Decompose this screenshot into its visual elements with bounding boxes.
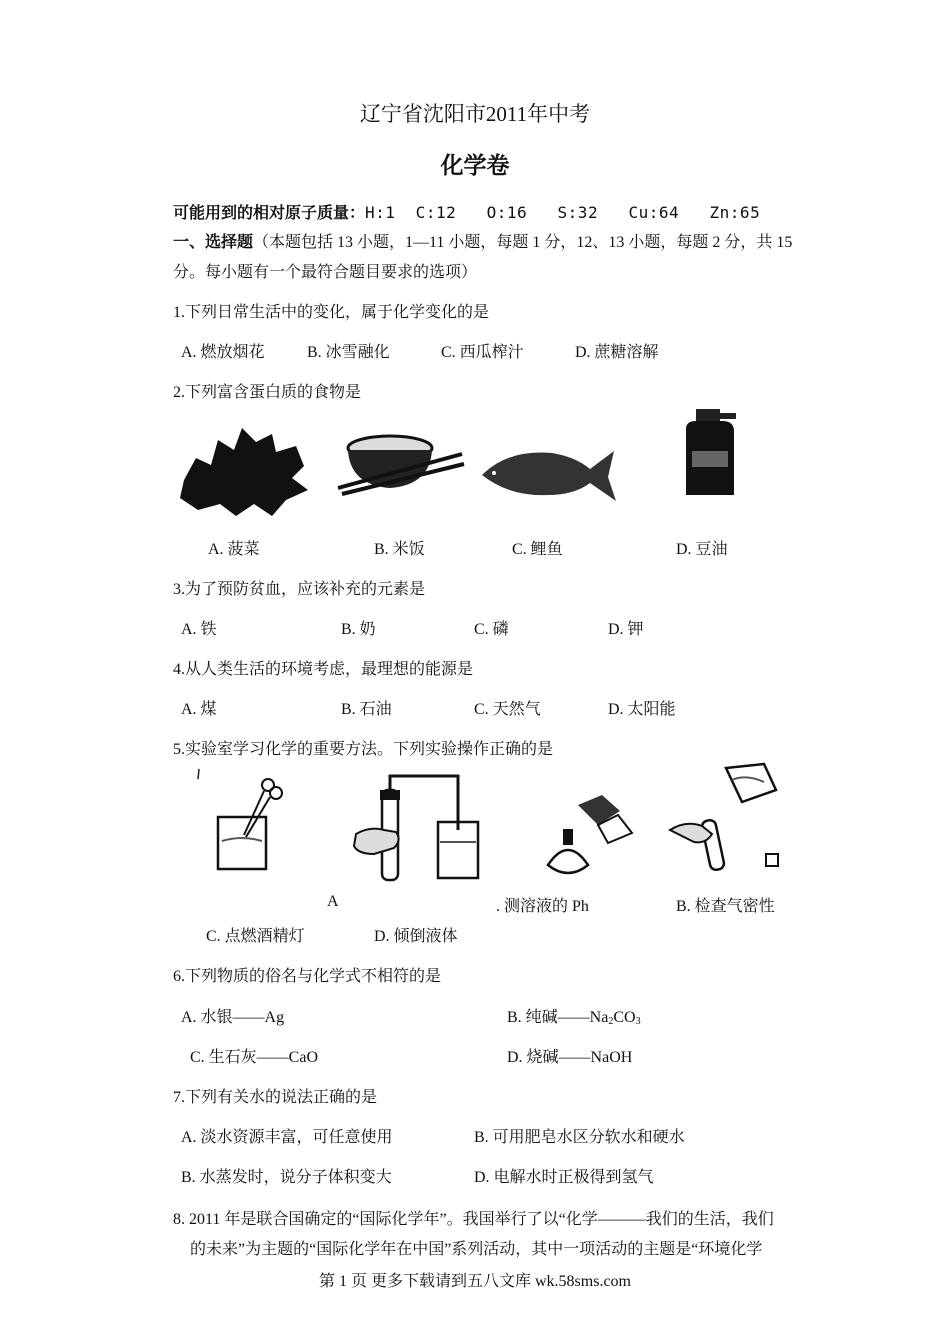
spinach-image [176, 420, 312, 520]
q2-option-b: B. 米饭 [374, 541, 425, 558]
q1-option-a: A. 燃放烟花 [181, 344, 265, 361]
q6-option-d: D. 烧碱——NaOH [507, 1049, 633, 1066]
q5-option-c: C. 点燃酒精灯 [206, 928, 305, 945]
q7-option-a: A. 淡水资源丰富，可任意使用 [181, 1129, 393, 1146]
carp-image [478, 435, 618, 505]
q7-option-d: D. 电解水时正极得到氢气 [474, 1169, 654, 1186]
section-desc-1: （本题包括 13 小题，1—11 小题，每题 1 分，12、13 小题，每题 2 分，共 15 [253, 234, 793, 251]
exam-subtitle: 化学卷 [440, 153, 510, 178]
q6-option-c: C. 生石灰——CaO [190, 1049, 319, 1066]
exam-title: 辽宁省沈阳市2011年中考 [359, 102, 591, 126]
q6-option-b-sub1: 2 [608, 1016, 614, 1027]
question-3-stem: 3.为了预防贫血，应该补充的元素是 [173, 581, 426, 598]
q2-option-d: D. 豆油 [676, 541, 728, 558]
q5-option-d: D. 倾倒液体 [374, 928, 458, 945]
page-footer: 第 1 页 更多下载请到五八文库 wk.58sms.com [318, 1273, 631, 1290]
pouring-liquid-figure [666, 760, 796, 875]
question-1-stem: 1.下列日常生活中的变化，属于化学变化的是 [173, 304, 490, 321]
atomic-masses-values: H:1 C:12 O:16 S:32 Cu:64 Zn:65 [365, 203, 761, 222]
q1-option-c: C. 西瓜榨汁 [441, 344, 524, 361]
question-2-stem: 2.下列富含蛋白质的食物是 [173, 384, 362, 401]
q6-option-b-text: B. 纯碱——Na [507, 1009, 609, 1026]
q6-option-b-sub2: 3 [635, 1016, 641, 1027]
soy-oil-bottle-image [676, 407, 746, 502]
section-desc-2: 分。每小题有一个最符合题目要求的选项） [173, 264, 478, 281]
airtightness-check-figure [350, 770, 490, 885]
q2-option-c: C. 鲤鱼 [512, 541, 563, 558]
question-5-stem: 5.实验室学习化学的重要方法。下列实验操作正确的是 [173, 741, 554, 758]
question-4-stem: 4.从人类生活的环境考虑，最理想的能源是 [173, 661, 474, 678]
lighting-alcohol-lamp-figure [528, 785, 648, 885]
atomic-masses [173, 200, 760, 223]
atomic-masses-label: 可能用到的相对原子质量： [173, 205, 366, 222]
q5-option-a-text: . 测溶液的 Ph [496, 898, 589, 915]
q6-option-b-mid: CO [613, 1009, 636, 1026]
question-7-stem: 7.下列有关水的说法正确的是 [173, 1089, 378, 1106]
section-heading [173, 227, 792, 258]
q6-option-a: A. 水银——Ag [181, 1009, 285, 1026]
q7-option-c: B. 水蒸发时，说分子体积变大 [181, 1169, 392, 1186]
q4-option-c: C. 天然气 [474, 701, 541, 718]
question-8-stem-1: 8. 2011 年是联合国确定的“国际化学年”。我国举行了以“化学———我们的生活，我们 [173, 1211, 774, 1228]
q4-option-d: D. 太阳能 [608, 701, 676, 718]
ph-test-figure [196, 765, 306, 880]
q7-option-b: B. 可用肥皂水区分软水和硬水 [474, 1129, 685, 1146]
q4-option-b: B. 石油 [341, 701, 392, 718]
q3-option-d: D. 钾 [608, 621, 644, 638]
q2-option-a: A. 菠菜 [208, 541, 260, 558]
question-8-stem-2: 的未来”为主题的“国际化学年在中国”系列活动，其中一项活动的主题是“环境化学 [190, 1241, 763, 1258]
q3-option-a: A. 铁 [181, 621, 217, 638]
q5-option-a: A [327, 893, 339, 910]
q4-option-a: A. 煤 [181, 701, 217, 718]
q6-option-b [507, 1004, 641, 1027]
question-6-stem: 6.下列物质的俗名与化学式不相符的是 [173, 968, 442, 985]
section-title: 一、选择题 [173, 234, 254, 251]
q1-option-b: B. 冰雪融化 [307, 344, 390, 361]
q5-option-b: B. 检查气密性 [676, 898, 775, 915]
q3-option-b: B. 奶 [341, 621, 376, 638]
q1-option-d: D. 蔗糖溶解 [575, 344, 659, 361]
rice-bowl-image [330, 430, 466, 500]
q3-option-c: C. 磷 [474, 621, 509, 638]
